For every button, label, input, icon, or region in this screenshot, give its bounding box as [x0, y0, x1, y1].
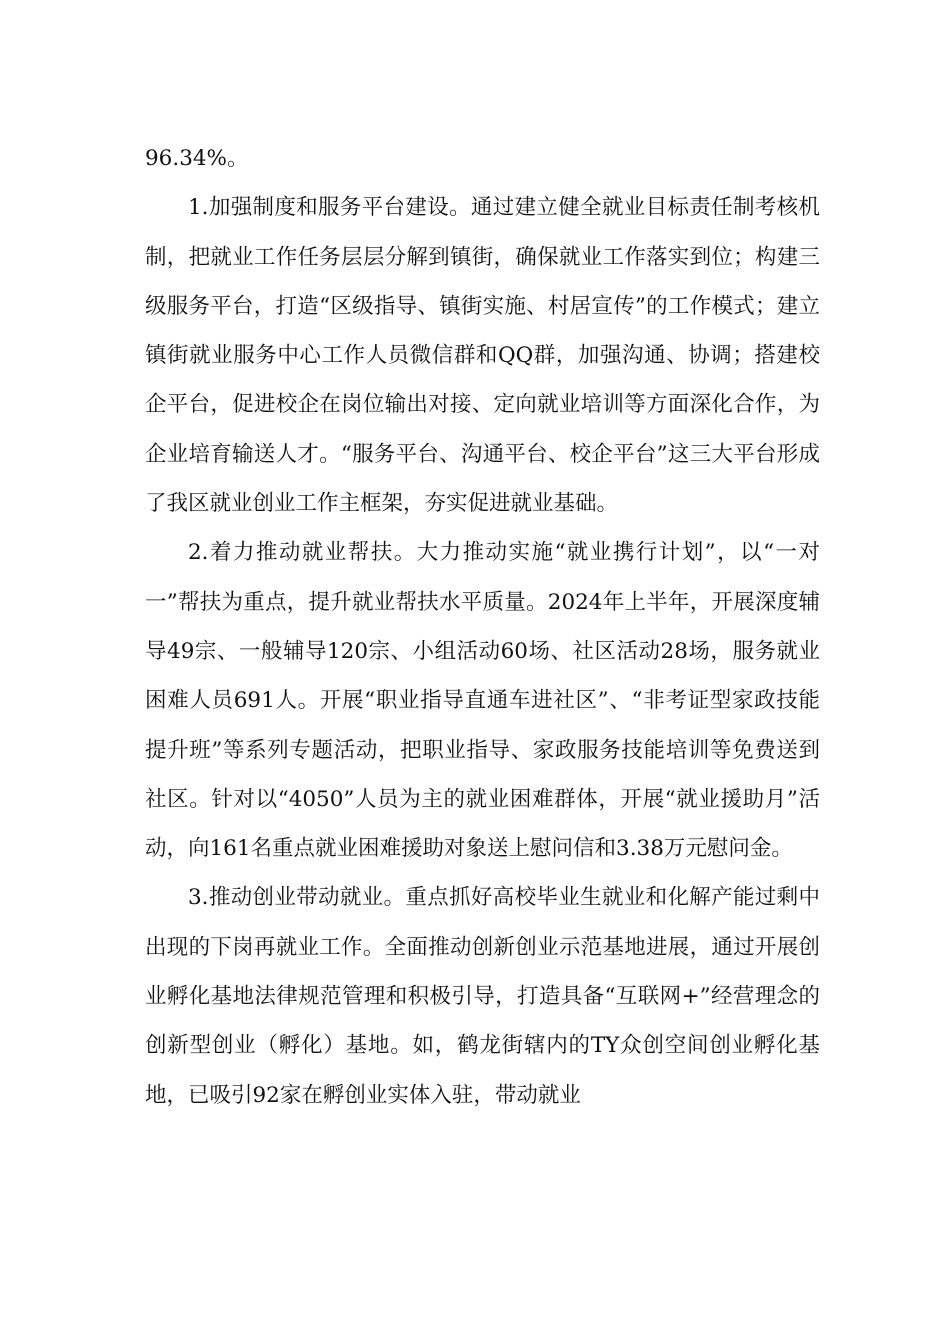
paragraph-continuation: 96.34%。 [145, 146, 249, 171]
paragraph-entrepreneurship: 3.推动创业带动就业。重点抓好高校毕业生就业和化解产能过剩中出现的下岗再就业工作。全面推动创新创业示范基地进展，通过开展创业孵化基地法律规范管理和积极引导，打造具备“互联网+”经营理念的创新型创业（孵化）基地。如，鹤龙街辖内的TY众创空间创业孵化基地，已吸引92家在孵创业实体入驻，带动就业 [145, 885, 820, 1108]
paragraph-platform-building: 1.加强制度和服务平台建设。通过建立健全就业目标责任制考核机制，把就业工作任务层层分解到镇街，确保就业工作落实到位；构建三级服务平台，打造“区级指导、镇街实施、村居宣传”的工作模式；建立镇街就业服务中心工作人员微信群和QQ群，加强沟通、协调；搭建校企平台，促进校企在岗位输出对接、定向就业培训等方面深化合作，为企业培育输送人才。“服务平台、沟通平台、校企平台”这三大平台形成了我区就业创业工作主框架，夯实促进就业基础。 [145, 195, 820, 517]
paragraph-employment-assistance: 2.着力推动就业帮扶。大力推动实施“就业携行计划”，以“一对一”帮扶为重点，提升就业帮扶水平质量。2024年上半年，开展深度辅导49宗、一般辅导120宗、小组活动60场、社区活动28场，服务就业困难人员691人。开展“职业指导直通车进社区”、“非考证型家政技能提升班”等系列专题活动，把职业指导、家政服务技能培训等免费送到社区。针对以“4050”人员为主的就业困难群体，开展“就业援助月”活动，向161名重点就业困难援助对象送上慰问信和3.38万元慰问金。 [145, 540, 820, 862]
document-page [145, 134, 820, 1120]
